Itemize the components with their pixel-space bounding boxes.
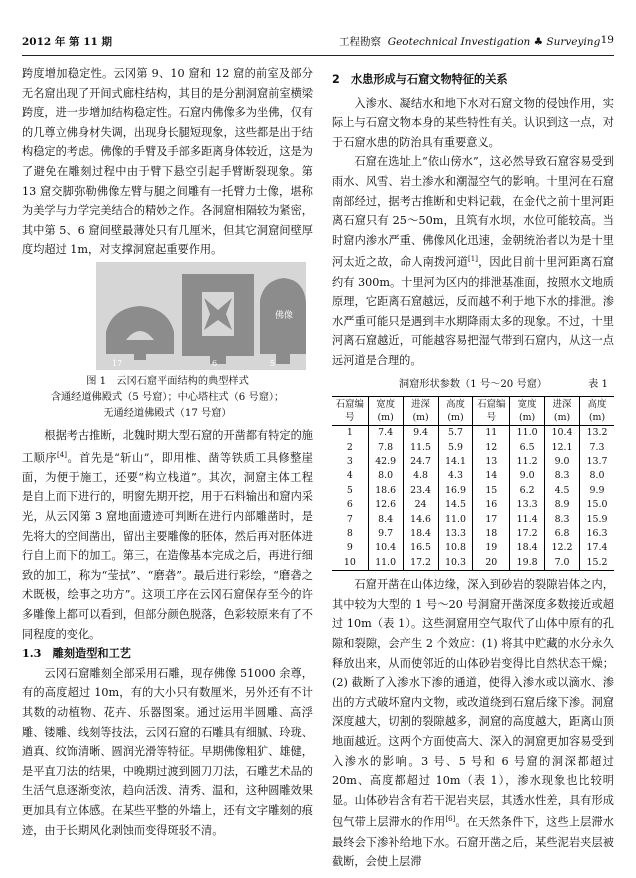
cave-parameter-table [332, 396, 614, 571]
table-cell: 16.9 [438, 484, 473, 498]
table-row [332, 441, 614, 455]
table-row [332, 426, 614, 441]
table-cell: 13 [473, 455, 510, 469]
paragraph: 云冈石窟雕刻全部采用石雕，现存佛像 51000 余尊，有的高度超过 10m，有的大小只有数厘米，另外还有不计其数的动植物、花卉、乐器图案。通过运用半圆雕、高浮雕、镂雕、线刻等技法，云冈石窟的石雕具有细腻、玲珑、遒真、纹饰清晰、圆润光滑等特征。早期佛像粗犷、雄健，是平直刀法的结果，中晚期过渡到圆刀刀法，石雕艺术品的生活气息逐渐变浓，趋向活泼、清秀、温和，这种圆雕效果更加具有立体感。在某些平整的外墙上，还有文字雕刻的痕迹，由于长期风化剥蚀而变得斑驳不清。 [22, 666, 313, 837]
table-cell: 9.0 [545, 455, 580, 469]
cave-6-label: 6 [212, 358, 218, 368]
journal-title [339, 34, 600, 49]
table-cell: 13.3 [438, 527, 473, 541]
paragraph-text: 石窟开凿在山体边缘，深入到砂岩的裂隙岩体之内，其中较为大型的 1 号～20 号洞窟开凿深度多数接近或超过 10m（表 1）。这些洞窟用空气取代了山体中原有的孔隙和裂隙，会产生 2 个效应：(1) 将其中贮藏的水分永久释放出来，从而使邻近的山体砂岩变得比自然状态干燥；(2) 截断了入渗水下渗的通道，使得入渗水或以滴水、渗出的方式破坏窟内文物，或改道绕到石窟后缘下渗。洞窟深度越大，切割的裂隙越多，洞窟的高度越大，距离山顶地面越近。这两个方面使高大、深入的洞窟更加容易受到入渗水的影响。3 号、5 号和 6 号窟的洞深都超过 20m、高度都超过 10m（表 1），渗水现象也比较明显。山体砂岩含有若干泥岩夹层，其透水性差，具有形成包气带上层滞水的作用 [332, 578, 614, 830]
table-cell: 11 [473, 426, 510, 441]
table-row [332, 455, 614, 469]
journal-title-cn: 工程勘察 [339, 36, 381, 48]
table-cell: 17.2 [403, 556, 438, 571]
table-cell: 10 [332, 556, 368, 571]
table-cell: 13.3 [510, 498, 545, 512]
right-column [332, 64, 614, 872]
header-rule [22, 55, 614, 56]
header-cell: 高度(m) [438, 397, 473, 426]
paragraph-text: 。在天然条件下，这些上层滞水最终会下渗补给地下水。石窟开凿之后，某些泥岩夹层被截断，会使上层滞 [332, 816, 614, 869]
section-heading: 1.3 雕刻造型和工艺 [22, 646, 131, 661]
table-cell: 12.1 [545, 441, 580, 455]
table-cell: 4.5 [545, 484, 580, 498]
table-cell: 8 [332, 527, 368, 541]
issue-label: 2012 年 第 11 期 [22, 36, 112, 48]
table-header-row [332, 397, 614, 426]
table-number: 表 1 [588, 378, 608, 390]
table-cell: 9.0 [510, 469, 545, 483]
table-cell: 10.8 [438, 541, 473, 555]
table-cell: 15.2 [580, 556, 615, 571]
table-cell: 10.3 [438, 556, 473, 571]
table-cell: 10.4 [368, 541, 403, 555]
table-row [332, 527, 614, 541]
table-title: 洞窟形状参数（1 号～20 号窟） [398, 378, 548, 390]
table-cell: 24 [403, 498, 438, 512]
table-cell: 11.0 [438, 513, 473, 527]
table-cell: 15.9 [586, 513, 608, 525]
table-cell: 12 [473, 441, 510, 455]
table-cell: 14 [473, 469, 510, 483]
table-cell: 9.4 [403, 426, 438, 441]
table-row [332, 469, 614, 483]
table-row [332, 498, 614, 512]
page-header [0, 34, 636, 54]
left-column [22, 64, 313, 840]
caption-line: 图 1 云冈石窟平面结构的典型样式 [86, 375, 249, 387]
paragraph [332, 152, 614, 370]
table-cell: 13.7 [586, 456, 608, 468]
table-cell: 6.8 [545, 527, 580, 541]
citation: [4] [57, 450, 67, 459]
floor-plan-figure [22, 262, 313, 370]
table-cell: 8.9 [545, 498, 580, 512]
table-cell: 4.8 [403, 469, 438, 483]
caption-line: 无通经道佛殿式（17 号窟） [103, 407, 232, 419]
table-cell: 9 [332, 541, 368, 555]
table-cell: 11.5 [403, 441, 438, 455]
table-cell: 11.0 [368, 556, 403, 571]
paragraph-text: ，因此目前十里河距离石窟约有 300m。十里河为区内的排泄基准面，按照水文地质原理，它距离石窟越远，反而越不利于地下水的排泄。渗水严重可能只是遇到丰水期降雨太多的现象。不过，十里河离石窟越近，可能越容易把湿气带到石窟内，从这一点远河道是合理的。 [332, 256, 614, 368]
citation: [1] [468, 255, 478, 264]
table-cell: 12.6 [368, 498, 403, 512]
table-cell: 1 [332, 426, 368, 441]
paragraph-text: 。首先是“斩山”，即用椎、凿等铁质工具修整崖面，为便于施工，还要“构立栈道”。其次，洞窟主体工程是自上而下进行的，明窗先期开挖，用于石料输出和窟内采光，从云冈第 3 窟地面遗迹可判断在进行内部雕凿时，是先将大的空间凿出，留出主要雕像的胚体，然后再对胚体进行自上而下的加工。第三，在造像基本完成之后，再进行细致的加工，称为“莹拭”、“磨砻”。最后进行彩绘，“磨砻之术既极，绘事之功方”。这项工序在云冈石窟保存至今的许多雕像上都可以看到，但部分颜色脱落，色彩较原来有了不同程度的变化。 [22, 451, 313, 641]
table-cell: 14.1 [438, 455, 473, 469]
table-row [332, 484, 614, 498]
table-cell: 9.7 [368, 527, 403, 541]
table-cell: 16 [473, 498, 510, 512]
cave-6-plan [182, 274, 254, 364]
paragraph-text: 石窟在选址上“依山傍水”，这必然导致石窟容易受到雨水、风雪、岩土渗水和潮湿空气的影响。十里河在石窟南部经过，据考古推断和史料记载，在金代之前十里河距离石窟只有 25～50m，且筑有水坝，水位可能较高。当时窟内渗水严重、佛像风化迅速，金朝统治者以为是十里河太近之故，命人南拨河道 [332, 155, 614, 270]
table-cell: 8.3 [545, 513, 580, 527]
figure-caption [22, 374, 313, 422]
table-row [332, 541, 614, 555]
citation: [6] [445, 815, 456, 824]
table-caption [332, 375, 614, 395]
header-cell: 石窟编号 [332, 397, 368, 426]
table-cell: 16.3 [586, 528, 608, 540]
table-cell: 17.4 [586, 542, 608, 554]
table-cell: 19.8 [510, 556, 545, 571]
table-cell: 17.2 [510, 527, 545, 541]
table-cell: 14.5 [438, 498, 473, 512]
table-cell: 8.3 [545, 469, 580, 483]
header-cell: 石窟编号 [473, 397, 510, 426]
header-cell: 进深(m) [545, 397, 580, 426]
table-cell: 17 [473, 513, 510, 527]
table-cell: 10.4 [545, 426, 580, 441]
table-cell: 13.2 [586, 427, 608, 439]
table-cell: 3 [332, 455, 368, 469]
table-cell: 18.4 [510, 541, 545, 555]
table-cell: 8.4 [368, 513, 403, 527]
table-cell: 5.9 [438, 441, 473, 455]
table-cell: 5.7 [438, 426, 473, 441]
table-cell: 42.9 [368, 455, 403, 469]
table-cell: 6.2 [510, 484, 545, 498]
paragraph [332, 575, 614, 872]
table-cell: 8.0 [368, 469, 403, 483]
table-cell: 7.0 [545, 556, 580, 571]
table-cell: 4.3 [438, 469, 473, 483]
table-cell: 20 [473, 556, 510, 571]
journal-title-en: Geotechnical Investigation ♣ Surveying [387, 36, 601, 48]
table-cell: 2 [332, 441, 368, 455]
paragraph [22, 426, 313, 644]
table-cell: 11.2 [510, 455, 545, 469]
table-row [332, 513, 614, 527]
table-cell: 11.0 [510, 426, 545, 441]
table-cell: 18 [473, 527, 510, 541]
table-cell: 18.6 [368, 484, 403, 498]
section-heading: 2 水患形成与石窟文物特征的关系 [332, 73, 508, 86]
table-row [332, 556, 614, 571]
table-cell: 19 [473, 541, 510, 555]
caption-line: 含通经道佛殿式（5 号窟）；中心塔柱式（6 号窟）； [50, 391, 285, 403]
table-cell: 18.4 [403, 527, 438, 541]
cave-17-label: 17 [112, 358, 123, 368]
header-cell: 高度(m) [580, 397, 615, 426]
table-cell: 7.3 [589, 441, 605, 453]
table-cell: 14.6 [403, 513, 438, 527]
table-cell: 7 [332, 513, 368, 527]
paragraph: 跨度增加稳定性。云冈第 9、10 窟和 12 窟的前室及部分无名窟出现了开间式廊柱结构，其目的是分割洞窟前室横梁跨度，进一步增加结构稳定性。石窟内佛像多为坐佛，仅有的几尊立佛身材失调，出现身长腿短现象，这些都是出于结构稳定的考虑。佛像的手臂及手部多距离身体较近，这是为了避免在雕刻过程中由于臂下悬空引起手臂断裂现象。第 13 窟交脚弥勒佛像左臂与腿之间雕有一托臂力士像，堪称为美学与力学完美结合的精妙之作。各洞窟相隔较为紧密，其中第 5、6 窟间壁最薄处只有几厘米，但其它洞窟间壁厚度均超过 1m，对支撑洞窟起重要作用。 [22, 67, 313, 257]
buddha-label: 佛像 [274, 310, 294, 321]
table-cell: 4 [332, 469, 368, 483]
header-cell: 宽度(m) [510, 397, 545, 426]
table-cell: 7.4 [368, 426, 403, 441]
table-cell: 6 [332, 498, 368, 512]
figure-1 [22, 262, 313, 370]
table-cell: 8.0 [589, 470, 605, 482]
table-cell: 16.5 [403, 541, 438, 555]
header-cell: 进深(m) [403, 397, 438, 426]
table-cell: 5 [332, 484, 368, 498]
table-cell: 15 [473, 484, 510, 498]
page-number: 19 [600, 34, 614, 46]
paragraph: 入渗水、凝结水和地下水对石窟文物的侵蚀作用，实际上与石窟文物本身的某些特性有关。认识到这一点，对于石窟水患的防治具有重要意义。 [332, 96, 614, 149]
table-cell: 9.9 [589, 484, 605, 496]
table-cell: 6.5 [510, 441, 545, 455]
table-cell: 23.4 [403, 484, 438, 498]
table-cell: 7.8 [368, 441, 403, 455]
header-cell: 宽度(m) [368, 397, 403, 426]
paragraph-text: 根据考古推断，北魏时期大型石窟的开凿都有特定的施工顺序 [22, 428, 313, 465]
table-cell: 15.0 [586, 499, 608, 511]
table-cell: 24.7 [403, 455, 438, 469]
cave-5-label: 5 [270, 358, 276, 368]
table-cell: 11.4 [510, 513, 545, 527]
table-cell: 12.2 [545, 541, 580, 555]
cave-5-plan [260, 278, 306, 364]
